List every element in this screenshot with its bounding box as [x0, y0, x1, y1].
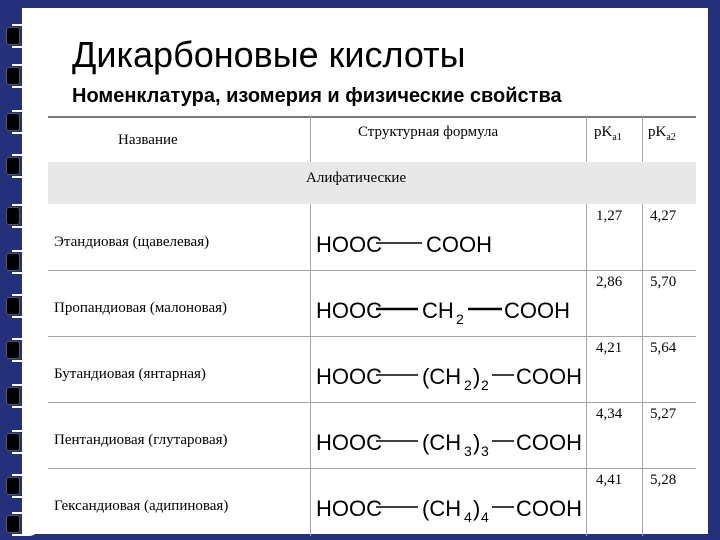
formula-subscript: 3: [481, 443, 489, 459]
col-sep-3: [642, 116, 643, 162]
pka2-value: 4,27: [650, 208, 677, 224]
structural-formula: [314, 226, 584, 266]
formula-subscript: 2: [464, 377, 472, 393]
header-formula: Структурная формула: [358, 124, 499, 140]
acid-name: Пентандиовая (глутаровая): [54, 432, 228, 448]
formula-subscript: 2: [456, 311, 464, 327]
formula-left-group: HOOC: [316, 364, 382, 389]
pka1-value: 4,21: [596, 340, 623, 356]
pka2-value: 5,64: [650, 340, 677, 356]
pka2-value: 5,27: [650, 406, 677, 422]
row-separator: [48, 270, 696, 271]
acid-name: Пропандиовая (малоновая): [54, 300, 228, 316]
page-subtitle: Номенклатура, изомерия и физические свойства: [72, 85, 562, 107]
pka1-value: 4,34: [596, 406, 623, 422]
formula-left-group: HOOC: [316, 298, 382, 323]
col-sep-6: [642, 204, 643, 536]
pka1-value: 2,86: [596, 274, 623, 290]
row-separator: [48, 336, 696, 337]
row-separator: [48, 402, 696, 403]
formula-subscript: 3: [464, 443, 472, 459]
structural-formula: [314, 292, 584, 332]
col-sep-2: [586, 116, 587, 162]
formula-close-paren: ): [473, 364, 481, 389]
formula-right-group: COOH: [516, 430, 582, 455]
pka2-value: 5,28: [650, 472, 677, 488]
formula-close-paren: ): [473, 496, 481, 521]
acid-name: Этандиовая (щавелевая): [54, 234, 210, 250]
formula-close-paren: ): [473, 430, 481, 455]
header-name: Название: [118, 132, 178, 148]
formula-middle-group: (CH: [422, 364, 462, 389]
col-sep-4: [310, 204, 311, 536]
formula-subscript: 2: [481, 377, 489, 393]
formula-left-group: HOOC: [316, 430, 382, 455]
formula-middle-group: CH: [422, 298, 454, 323]
pka1-value: 4,41: [596, 472, 623, 488]
pka1-value: 1,27: [596, 208, 623, 224]
table-top-border: [48, 116, 696, 118]
structural-formula: [314, 358, 584, 398]
col-sep-5: [586, 204, 587, 536]
section-label: Алифатические: [306, 170, 407, 186]
formula-left-group: HOOC: [316, 232, 382, 257]
page-title: Дикарбоновые кислоты: [72, 34, 466, 75]
formula-left-group: HOOC: [316, 496, 382, 521]
acid-name: Гександиовая (адипиновая): [54, 498, 229, 514]
formula-middle-group: (CH: [422, 430, 462, 455]
row-separator: [48, 468, 696, 469]
formula-middle-group: (CH: [422, 496, 462, 521]
acid-name: Бутандиовая (янтарная): [54, 366, 206, 382]
structural-formula: [314, 490, 584, 530]
formula-right-group: COOH: [426, 232, 492, 257]
header-pka2: $pK_{a2}$: [648, 124, 676, 143]
formula-subscript: 4: [481, 509, 489, 525]
header-pka1: $pK_{a1}$: [594, 124, 622, 143]
formula-right-group: COOH: [516, 496, 582, 521]
formula-right-group: COOH: [516, 364, 582, 389]
acids-table: [48, 116, 696, 536]
pka2-value: 5,70: [650, 274, 677, 290]
structural-formula: [314, 424, 584, 464]
formula-right-group: COOH: [504, 298, 570, 323]
col-sep-1: [310, 116, 311, 162]
formula-subscript: 4: [464, 509, 472, 525]
